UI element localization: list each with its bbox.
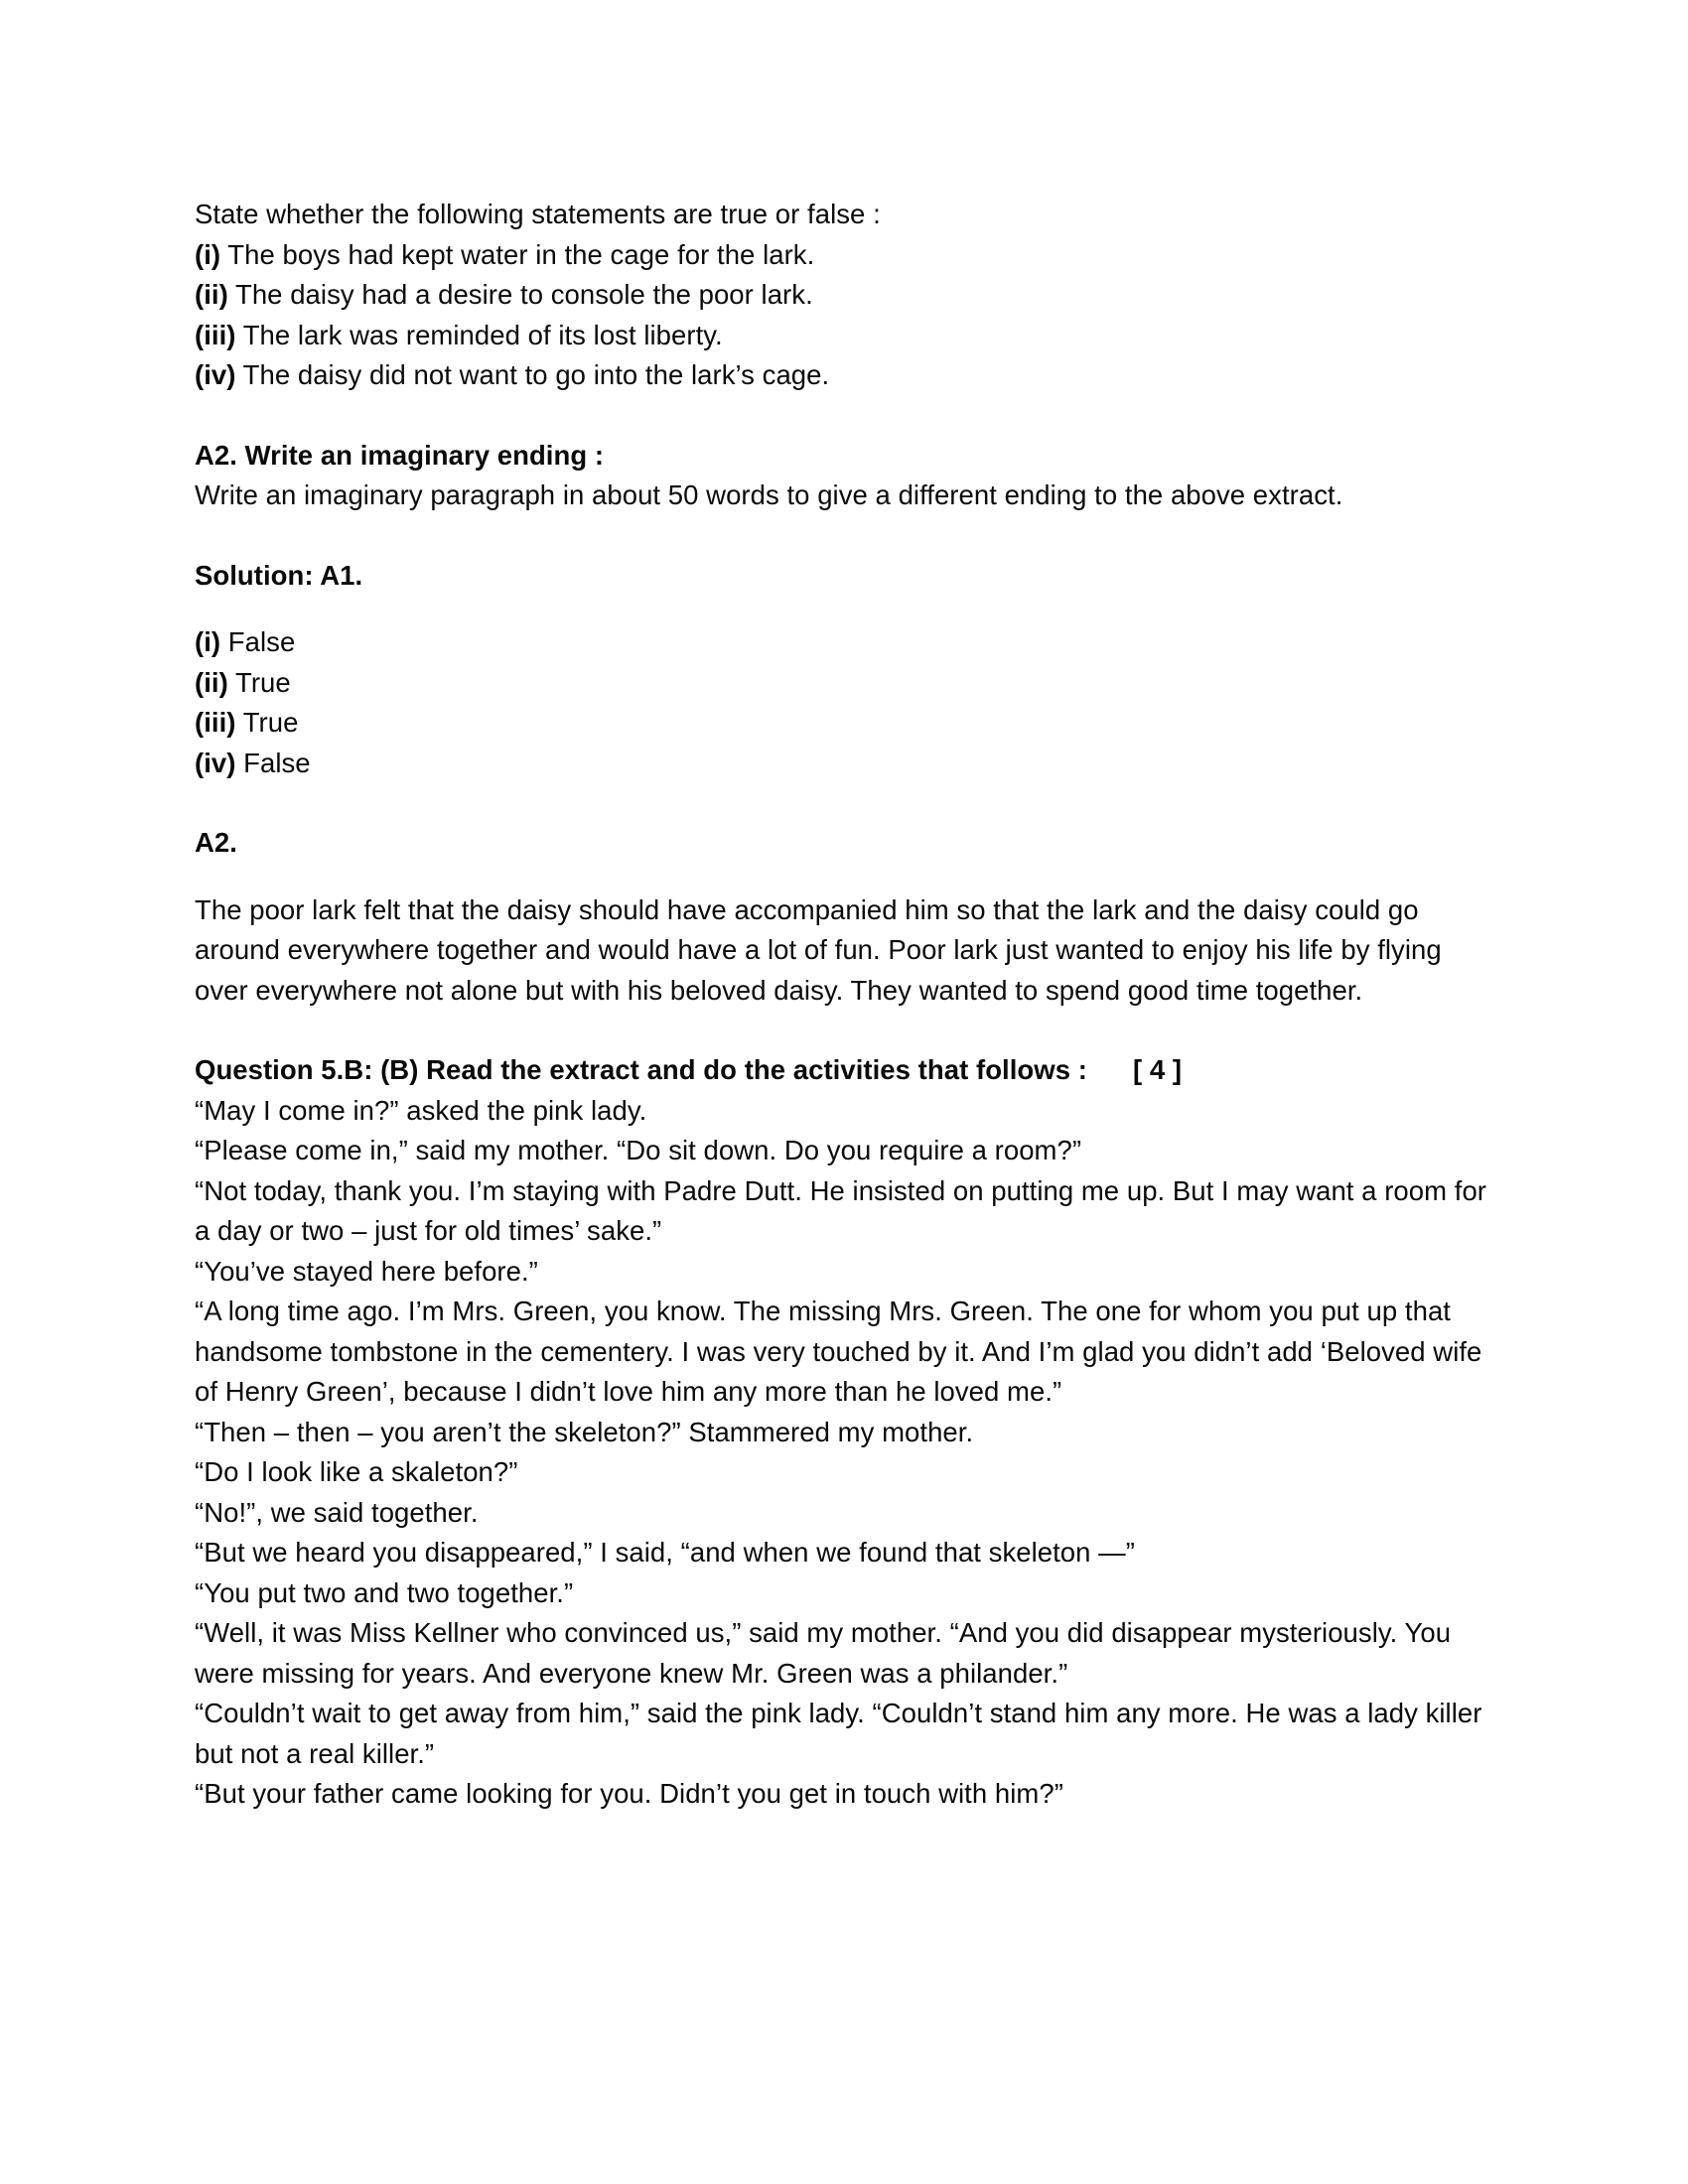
extract-line: “Not today, thank you. I’m staying with Padre Dutt. He insisted on putting me up. But I may want a room for a day or two – just for old times’ sake.” bbox=[195, 1174, 1487, 1246]
solution-a1-answer-iv-marker: (iv) bbox=[195, 747, 236, 778]
solution-a1-answer-i bbox=[195, 622, 1495, 663]
solution-a2-body: The poor lark felt that the daisy should have accompanied him so that the lark and the daisy could go around everywhere together and would have a lot of fun. Poor lark just wanted to enjoy his life by flying over everywhere not alone but with his beloved daisy. They wanted to spend good time together. bbox=[195, 893, 1442, 1006]
extract-line: “No!”, we said together. bbox=[195, 1496, 479, 1528]
extract-line: “You put two and two together.” bbox=[195, 1576, 574, 1608]
extract-line: “May I come in?” asked the pink lady. bbox=[195, 1094, 647, 1126]
a1-statement-iii-text: The lark was reminded of its lost liberty. bbox=[235, 319, 723, 350]
solution-a1-answer-iii bbox=[195, 703, 1495, 744]
a2-prompt-heading: A2. Write an imaginary ending : bbox=[195, 439, 605, 471]
question-5b-block bbox=[195, 1050, 1495, 1815]
extract-line: “Couldn’t wait to get away from him,” said the pink lady. “Couldn’t stand him any more. He was a lady killer bbox=[195, 1698, 1482, 1728]
spacer-after-solution-a1 bbox=[195, 783, 1495, 823]
question-5b-marks: [ 4 ] bbox=[1132, 1054, 1183, 1085]
spacer-after-a1-prompt bbox=[195, 396, 1495, 436]
solution-a1-answer-list bbox=[195, 622, 1495, 783]
solution-a1-block bbox=[195, 556, 1495, 784]
a1-statement-i-marker: (i) bbox=[195, 238, 221, 270]
solution-a1-answer-iii-marker: (iii) bbox=[195, 707, 236, 738]
a1-statement-iii-marker: (iii) bbox=[195, 319, 236, 350]
a1-statement-i-text: The boys had kept water in the cage for the lark. bbox=[220, 238, 815, 270]
extract-line: were missing for years. And everyone knew Mr. Green was a philander.” bbox=[195, 1657, 1068, 1689]
a1-statement-iii bbox=[195, 316, 1495, 356]
extract-line: but not a real killer.” bbox=[195, 1737, 435, 1769]
question-5b-heading-text: Question 5.B: (B) Read the extract and do the activities that follows : bbox=[195, 1054, 1087, 1085]
a1-statement-ii-marker: (ii) bbox=[195, 279, 228, 310]
a2-prompt-block bbox=[195, 436, 1495, 516]
spacer-after-solution-heading bbox=[195, 596, 1495, 622]
a1-statement-ii-text: The daisy had a desire to console the poor lark. bbox=[227, 279, 813, 310]
question-5b-extract bbox=[195, 1091, 1495, 1815]
solution-a1-answer-iii-text: True bbox=[235, 707, 299, 738]
solution-a2-block bbox=[195, 823, 1495, 1011]
document-content bbox=[195, 195, 1495, 1815]
solution-a1-heading: Solution: A1. bbox=[195, 559, 363, 591]
solution-a1-answer-ii-text: True bbox=[227, 666, 291, 698]
solution-a1-answer-ii bbox=[195, 663, 1495, 704]
extract-line: “You’ve stayed here before.” bbox=[195, 1255, 538, 1287]
extract-line: “But we heard you disappeared,” I said, “and when we found that skeleton —” bbox=[195, 1537, 1135, 1568]
spacer-after-a2-prompt bbox=[195, 516, 1495, 556]
a1-statement-iv bbox=[195, 355, 1495, 396]
a1-intro-line: State whether the following statements are true or false : bbox=[195, 199, 881, 229]
a1-statement-list bbox=[195, 235, 1495, 396]
a1-prompt-block bbox=[195, 195, 1495, 396]
a2-prompt-body: Write an imaginary paragraph in about 50 words to give a different ending to the above extract. bbox=[195, 479, 1343, 510]
a1-statement-i bbox=[195, 235, 1495, 276]
solution-a1-answer-i-marker: (i) bbox=[195, 626, 221, 657]
solution-a1-answer-iv-text: False bbox=[235, 747, 311, 778]
solution-a1-answer-i-text: False bbox=[220, 626, 296, 657]
extract-line: “But your father came looking for you. Didn’t you get in touch with him?” bbox=[195, 1778, 1063, 1809]
question-5b-heading bbox=[195, 1050, 1495, 1091]
extract-line: “Then – then – you aren’t the skeleton?” Stammered my mother. bbox=[195, 1416, 974, 1447]
extract-line: “Well, it was Miss Kellner who convinced us,” said my mother. “And you did disappear mysteriously. You bbox=[195, 1617, 1452, 1648]
a1-statement-iv-marker: (iv) bbox=[195, 359, 236, 390]
spacer-after-a2-answer-heading bbox=[195, 864, 1495, 890]
solution-a1-answer-ii-marker: (ii) bbox=[195, 666, 228, 698]
extract-line: “A long time ago. I’m Mrs. Green, you know. The missing Mrs. Green. The one for whom you put up that handsome tombstone in the cementery. I was very touched by it. And I’m glad you didn’t add ‘Beloved wife of Henry Green’, because I didn’t love him any more than he loved me.” bbox=[195, 1296, 1482, 1407]
a1-statement-iv-text: The daisy did not want to go into the lark’s cage. bbox=[235, 359, 830, 390]
solution-a2-heading: A2. bbox=[195, 827, 237, 858]
spacer-after-solution-a2 bbox=[195, 1011, 1495, 1050]
extract-line: “Please come in,” said my mother. “Do sit down. Do you require a room?” bbox=[195, 1135, 1082, 1165]
extract-line: “Do I look like a skaleton?” bbox=[195, 1456, 518, 1487]
a1-statement-ii bbox=[195, 275, 1495, 316]
solution-a1-answer-iv bbox=[195, 744, 1495, 784]
